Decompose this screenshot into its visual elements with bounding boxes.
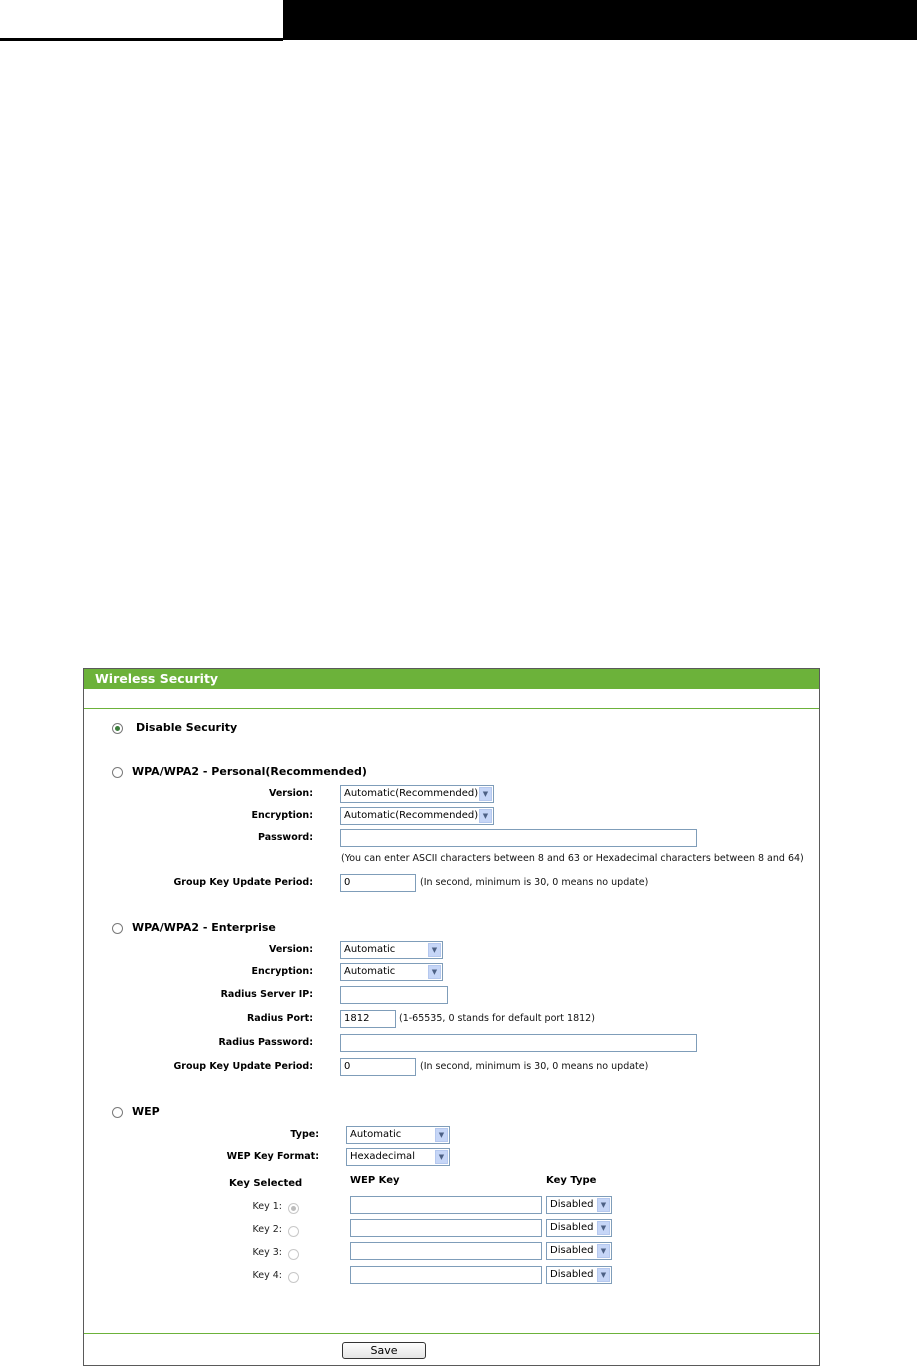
- enterprise-gkup-label: Group Key Update Period:: [173, 1061, 313, 1072]
- personal-password-hint: (You can enter ASCII characters between 8 and 63 or Hexadecimal characters between 8 and 64): [341, 853, 804, 864]
- key-1-input[interactable]: [350, 1196, 542, 1214]
- radius-port-hint: (1-65535, 0 stands for default port 1812): [399, 1013, 595, 1024]
- chevron-down-icon: ▼: [435, 1128, 448, 1142]
- key-2-type-value: Disabled: [550, 1222, 594, 1233]
- enterprise-version-value: Automatic: [344, 944, 396, 955]
- key-4-input[interactable]: [350, 1266, 542, 1284]
- key-3-type-value: Disabled: [550, 1245, 594, 1256]
- wep-format-label: WEP Key Format:: [226, 1151, 319, 1162]
- personal-password-input[interactable]: [340, 829, 697, 847]
- radius-ip-input[interactable]: [340, 986, 448, 1004]
- key-2-type-select[interactable]: [546, 1219, 612, 1237]
- col-wep-key: WEP Key: [350, 1175, 400, 1186]
- personal-version-select[interactable]: [340, 785, 494, 803]
- wep-type-value: Automatic: [350, 1129, 402, 1140]
- key-4-type-value: Disabled: [550, 1269, 594, 1280]
- wireless-security-panel: [83, 668, 820, 1366]
- personal-encryption-label: Encryption:: [251, 810, 313, 821]
- chevron-down-icon: ▼: [428, 965, 441, 979]
- radius-password-input[interactable]: [340, 1034, 697, 1052]
- chevron-down-icon: ▼: [479, 787, 492, 801]
- disable-security-radio[interactable]: [112, 723, 123, 734]
- key-3-label: Key 3:: [252, 1247, 282, 1258]
- personal-gkup-hint: (In second, minimum is 30, 0 means no update): [420, 877, 649, 888]
- disable-security-label: Disable Security: [136, 721, 238, 734]
- radio-selected-icon: [115, 726, 120, 731]
- key-4-label: Key 4:: [252, 1270, 282, 1281]
- wep-format-value: Hexadecimal: [350, 1151, 415, 1162]
- panel-title: Wireless Security: [84, 669, 819, 689]
- key-1-label: Key 1:: [252, 1201, 282, 1212]
- chevron-down-icon: ▼: [428, 943, 441, 957]
- radius-ip-label: Radius Server IP:: [220, 989, 313, 1000]
- chevron-down-icon: ▼: [597, 1198, 610, 1212]
- chevron-down-icon: ▼: [597, 1268, 610, 1282]
- chevron-down-icon: ▼: [597, 1221, 610, 1235]
- key-3-radio[interactable]: [288, 1249, 299, 1260]
- enterprise-encryption-value: Automatic: [344, 966, 396, 977]
- title-divider: [84, 708, 819, 709]
- radio-selected-icon: [291, 1206, 296, 1211]
- key-2-radio[interactable]: [288, 1226, 299, 1237]
- wep-label: WEP: [132, 1105, 160, 1118]
- header-rule: [0, 38, 283, 41]
- wpa-personal-label: WPA/WPA2 - Personal(Recommended): [132, 765, 367, 778]
- chevron-down-icon: ▼: [435, 1150, 448, 1164]
- personal-version-label: Version:: [269, 788, 313, 799]
- wpa-enterprise-radio[interactable]: [112, 923, 123, 934]
- chevron-down-icon: ▼: [597, 1244, 610, 1258]
- key-1-type-select[interactable]: [546, 1196, 612, 1214]
- radius-port-input[interactable]: 1812: [340, 1010, 396, 1028]
- col-key-selected: Key Selected: [229, 1178, 303, 1189]
- key-3-input[interactable]: [350, 1242, 542, 1260]
- enterprise-encryption-label: Encryption:: [251, 966, 313, 977]
- personal-version-value: Automatic(Recommended): [344, 788, 479, 799]
- chevron-down-icon: ▼: [479, 809, 492, 823]
- radius-port-label: Radius Port:: [246, 1013, 313, 1024]
- col-key-type: Key Type: [546, 1175, 597, 1186]
- key-1-type-value: Disabled: [550, 1199, 594, 1210]
- key-4-radio[interactable]: [288, 1272, 299, 1283]
- footer-divider: [84, 1333, 819, 1334]
- enterprise-gkup-input[interactable]: 0: [340, 1058, 416, 1076]
- wep-format-select[interactable]: [346, 1148, 450, 1166]
- enterprise-encryption-select[interactable]: [340, 963, 443, 981]
- key-3-type-select[interactable]: [546, 1242, 612, 1260]
- enterprise-version-select[interactable]: [340, 941, 443, 959]
- wpa-personal-radio[interactable]: [112, 767, 123, 778]
- personal-encryption-select[interactable]: [340, 807, 494, 825]
- key-1-radio[interactable]: [288, 1203, 299, 1214]
- enterprise-version-label: Version:: [269, 944, 313, 955]
- key-2-label: Key 2:: [252, 1224, 282, 1235]
- enterprise-gkup-hint: (In second, minimum is 30, 0 means no update): [420, 1061, 649, 1072]
- wep-type-select[interactable]: [346, 1126, 450, 1144]
- header-bar: [283, 0, 917, 40]
- wep-radio[interactable]: [112, 1107, 123, 1118]
- personal-gkup-label: Group Key Update Period:: [173, 877, 313, 888]
- key-4-type-select[interactable]: [546, 1266, 612, 1284]
- save-button[interactable]: Save: [342, 1342, 426, 1359]
- wep-type-label: Type:: [290, 1129, 319, 1140]
- personal-gkup-input[interactable]: 0: [340, 874, 416, 892]
- radius-password-label: Radius Password:: [218, 1037, 313, 1048]
- personal-password-label: Password:: [257, 832, 313, 843]
- wpa-enterprise-label: WPA/WPA2 - Enterprise: [132, 921, 276, 934]
- personal-encryption-value: Automatic(Recommended): [344, 810, 479, 821]
- key-2-input[interactable]: [350, 1219, 542, 1237]
